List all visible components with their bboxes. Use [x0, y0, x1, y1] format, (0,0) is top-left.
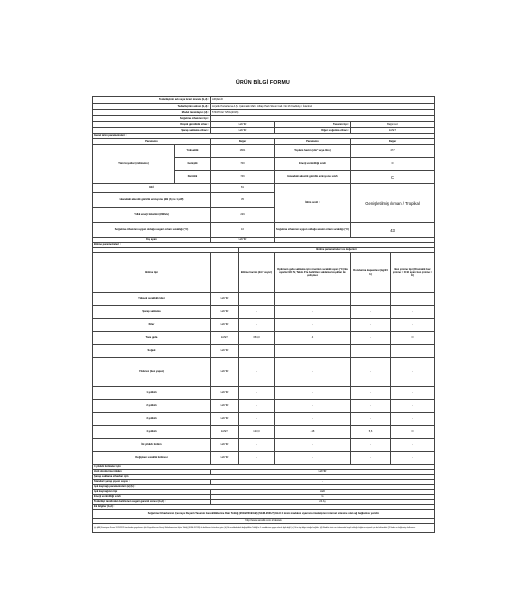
compartment-defrost: O [391, 332, 435, 345]
min-ambient-value: 10 [211, 223, 275, 238]
compartment-temp: 4 [275, 332, 351, 345]
param-header-2: Parametre [275, 139, 351, 145]
compartment-name: 1-yıldızlı [93, 387, 211, 400]
compartment-freeze: - [351, 332, 391, 345]
eei-label: Enerji verimliliği sınıfı [275, 158, 351, 171]
compartment-present: HAYIR [211, 400, 239, 413]
col-volume-header: Bölme hacmi (dm³ veya l) [239, 253, 275, 293]
value-header: Değer [211, 139, 275, 145]
col-defrost-header: Buz çözme tipi (Otomatik buz çözme = O El ayarı buz çözme = E) [391, 253, 435, 293]
compartment-freeze: - [351, 319, 391, 332]
fast-freeze-value: HAYIR [211, 470, 435, 475]
compartment-name: 4-yıldızlı [93, 426, 211, 439]
eei-value: D [351, 158, 435, 171]
compartment-name: Taze gıda [93, 332, 211, 345]
table-row [93, 332, 435, 345]
max-ambient-value: 43 [351, 223, 435, 238]
table-row [93, 426, 435, 439]
standard-bottles-label: Standart şarap şişesi sayısı : [93, 480, 211, 485]
compartment-defrost [391, 293, 435, 306]
compartment-volume: 123,0 [239, 426, 275, 439]
compartment-defrost: - [391, 358, 435, 387]
other-cooling-label: Diğer soğutma cihazı : [275, 128, 351, 134]
compartment-freeze: - [351, 387, 391, 400]
table-row [93, 345, 435, 358]
compartment-volume: - [239, 400, 275, 413]
compartment-params-label: Bölme parametreleri : [93, 243, 435, 248]
col-present-header [211, 253, 239, 293]
four-star-label: 4 yıldızlı bölmeler için [93, 465, 435, 470]
compartment-volume: - [239, 413, 275, 426]
noise-db-value: 35 [211, 193, 275, 208]
low-noise-value: HAYIR [211, 122, 275, 128]
compartment-present: HAYIR [211, 345, 239, 358]
warranty-value: 24 Ay [211, 500, 435, 505]
supplier-name: ARÇELİK [211, 97, 435, 104]
compartment-volume [239, 293, 275, 306]
compartment-temp: - [275, 413, 351, 426]
fast-freeze-label: Hızlı dondurma imkânı [93, 470, 211, 475]
depth-value: 746 [211, 171, 275, 184]
noise-class-value: C [351, 171, 435, 184]
compartment-present: HAYIR [211, 319, 239, 332]
compartment-defrost: - [391, 306, 435, 319]
compartment-present: HAYIR [211, 439, 239, 452]
other-cooling-value: EVET [351, 128, 435, 134]
compartment-name: İki yıldızlı bölüm [93, 439, 211, 452]
width-value: 700 [211, 158, 275, 171]
noise-class-label: Havadaki akustik gürültü emisyonu sınıfı [275, 171, 351, 184]
winter-value: HAYIR [211, 238, 275, 243]
compartment-temp: - [275, 319, 351, 332]
table-row [93, 452, 435, 465]
compartment-name: Soğuk [93, 345, 211, 358]
table-row [93, 306, 435, 319]
compartment-defrost [391, 345, 435, 358]
compartment-defrost: O [391, 426, 435, 439]
compartment-freeze: - [351, 439, 391, 452]
dims-label: Tüm boyutlar (milimetre) [93, 145, 175, 184]
table-row [93, 387, 435, 400]
compartment-present: HAYIR [211, 413, 239, 426]
model-label: Model tanımlayıcı (d) : [93, 110, 211, 116]
compartment-present: EVET [211, 332, 239, 345]
table-row [93, 319, 435, 332]
product-info-form [92, 80, 434, 533]
compartment-volume: - [239, 452, 275, 465]
compartment-freeze: - [351, 400, 391, 413]
compartment-freeze [351, 345, 391, 358]
model-value: 579476 EI 725G(2016) [211, 110, 435, 116]
form-table [92, 96, 435, 533]
design-type-label: Tasarım tipi : [275, 122, 351, 128]
compartment-defrost: - [391, 387, 435, 400]
compartment-temp: - [275, 439, 351, 452]
compartment-defrost: - [391, 400, 435, 413]
height-label: Yükseklik [175, 145, 211, 158]
depth-label: Derinlik [175, 171, 211, 184]
light-class-value: G [211, 495, 435, 500]
light-class-label: Enerji verimliliği sınıfı [93, 495, 211, 500]
height-value: 1861 [211, 145, 275, 158]
value-header-2: Değer [351, 139, 435, 145]
compartment-present: HAYIR [211, 358, 239, 387]
compartment-freeze: - [351, 452, 391, 465]
compartment-temp: - [275, 387, 351, 400]
compartment-volume: - [239, 387, 275, 400]
compartment-volume [239, 345, 275, 358]
compartment-freeze: - [351, 306, 391, 319]
compartment-volume: - [239, 439, 275, 452]
compartment-temp: - [275, 452, 351, 465]
compartment-temp [275, 345, 351, 358]
supplier-address: Arçelik Pazarlama A.Ş. Çakmaklı Mah. Afitap Park Sitesi Cad. No:16 Kadıköy / İstanbul [211, 104, 435, 110]
compartment-freeze: - [351, 358, 391, 387]
compartment-volume: 354,0 [239, 332, 275, 345]
form-title: ÜRÜN BİLGİ FORMU [236, 80, 290, 86]
compartment-defrost: - [391, 452, 435, 465]
compartment-volume: - [239, 306, 275, 319]
compartment-name: Kiler [93, 319, 211, 332]
standard-bottles-value: - [211, 480, 435, 485]
compartment-present: HAYIR [211, 306, 239, 319]
compartment-defrost: - [391, 319, 435, 332]
extra-info-label: Ek bilgiler (b,d) : [93, 505, 435, 510]
table-row [93, 358, 435, 387]
wine-label: Şarap saklama cihazı : [93, 128, 211, 134]
compartment-present: EVET [211, 426, 239, 439]
website-link[interactable]: http://www.arcelik.com.tr/destek [93, 519, 435, 524]
annual-energy-value: 229 [211, 208, 275, 223]
eei-pct-value: 81 [211, 184, 275, 193]
compartment-temp: - [275, 400, 351, 413]
supplier-name-label: Tedarikçinin adı veya ticari ünvanı (b,d) : [93, 97, 211, 104]
climate-value: Genişletilmiş ılıman / Tropikal [351, 184, 435, 223]
compartment-temp: -18 [275, 426, 351, 439]
compartment-volume: - [239, 319, 275, 332]
col-temp-header: Optimum gıda saklama için önerilen sıcaklık ayarı (°C) Bu ayarlar EK IV, Tablo 3'te belirtilen saklama koşulları ile çelişmez [275, 253, 351, 293]
col-freeze-header: Dondurma kapasitesi (kg/24 h) [351, 253, 391, 293]
climate-label: İklim sınıfı : [275, 184, 351, 223]
compartment-name: Değişken sıcaklık bölmesi [93, 452, 211, 465]
compartment-defrost: - [391, 439, 435, 452]
total-volume-label: Toplam hacim (dm³ veya litre) [275, 145, 351, 158]
low-noise-label: Düşük gürültülü cihaz : [93, 122, 211, 128]
wine-value: HAYIR [211, 128, 275, 134]
param-header: Parametre [93, 139, 211, 145]
compartment-params-values-label: Bölme parametreleri ve değerleri [239, 248, 435, 253]
annual-energy-label: Yıllık enerji tüketimi (kWh/a) [93, 208, 211, 223]
compartment-temp: - [275, 306, 351, 319]
compartment-name: 2-yıldızlı [93, 400, 211, 413]
compartment-rows [93, 293, 435, 465]
light-params-label: Işık kaynağı parametreleri (a) (b) : [93, 485, 435, 490]
compartment-temp: - [275, 358, 351, 387]
light-type-value: LED [211, 490, 435, 495]
compartment-volume: - [239, 358, 275, 387]
light-type-label: Işık kaynağının tipi [93, 490, 211, 495]
regulation-text: Soğutma Cihazlarının Çevreye Duyarlı Tasarım Gerekliliklerine Dair Tebliğ (2019/2019/AB) (SGM-2021/7) Ek-II 4 üncü maddesi uyarınca imalatçının internet sitesine olan ağ bağlantısı yeridir. [93, 510, 435, 519]
eei-pct-label: EEİ [93, 184, 211, 193]
compartment-name: Yıldızsız (buz yapıcı) [93, 358, 211, 387]
warranty-label: Tedarikçi tarafından belirlenen asgari garanti süresi (b,d) : [93, 500, 211, 505]
design-type-value: Bağımsız [351, 122, 435, 128]
max-ambient-label: Soğutma cihazının uygun olduğu azami ortam sıcaklığı (°C) [275, 223, 351, 238]
compartment-defrost: - [391, 413, 435, 426]
winter-label: Kış ayarı [93, 238, 211, 243]
noise-db-label: Havadaki akustik gürültü emisyonu (dB (A) re 1 pW) [93, 193, 211, 208]
compartment-name: 3-yıldızlı [93, 413, 211, 426]
footnote: (a) (AB) Komisyon Kararı 2019/2015 tarafından yayınlanan Işık Kaynaklarının Enerji Etiketlemesine ilişkin Tebliğ (SGM-2021/8) ile belirlenen kriterlere göre. (b) Bu maddelerdeki değişiklikler Tebliğ'in 4. maddesine uygun olarak ilgili değil. (c) Ürün tipi bilgisi isteğe bağlıdır. (d) Modelin ürün veri tabanında kayıtlı olduğu bilgilere erişmek için bu bölümdeki QR kodu ve bağlantıyı kullanınız. [93, 524, 435, 533]
compartment-present: HAYIR [211, 452, 239, 465]
compartment-present: HAYIR [211, 293, 239, 306]
compartment-present: HAYIR [211, 387, 239, 400]
compartment-temp [275, 293, 351, 306]
table-row [93, 293, 435, 306]
width-label: Genişlik [175, 158, 211, 171]
compartment-name: Şarap saklama [93, 306, 211, 319]
supplier-address-label: Tedarikçinin adresi (b,d) : [93, 104, 211, 110]
compartment-freeze: 5,6 [351, 426, 391, 439]
total-volume-value: 477 [351, 145, 435, 158]
table-row [93, 400, 435, 413]
compartment-freeze: - [351, 413, 391, 426]
table-row [93, 439, 435, 452]
compartment-freeze [351, 293, 391, 306]
general-params-label: Genel ürün parametreleri : [93, 134, 435, 139]
wine-devices-label: Şarap saklama cihazları için [93, 475, 435, 480]
min-ambient-label: Soğutma cihazının uygun olduğu asgari ortam sıcaklığı (°C) [93, 223, 211, 238]
table-row [93, 413, 435, 426]
col-type-header: Bölme tipi [93, 253, 211, 293]
compartment-name: Yüksek sıcaklıklı kiler [93, 293, 211, 306]
cooling-type-label: Soğutma cihazının tipi : [93, 116, 211, 122]
